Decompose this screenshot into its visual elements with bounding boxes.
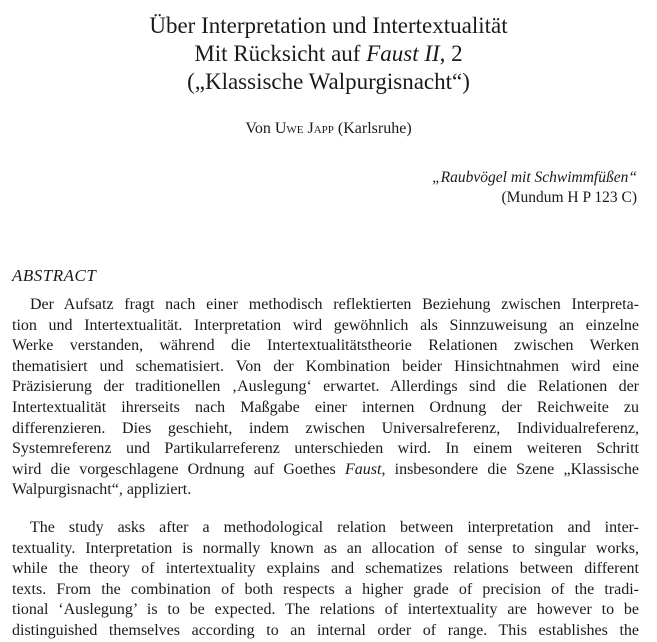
german-line: Walpurgisnacht“, appliziert. xyxy=(12,481,192,499)
english-line: tional ‘Auslegung’ is to be expected. The relations of intertextuality are however to be xyxy=(12,601,639,619)
german-line-pre: wird die vorgeschlagene Ordnung auf Goethes xyxy=(12,460,345,478)
title-line-2-post: , 2 xyxy=(439,41,463,66)
english-line: distinguished themselves according to an internal order of range. This establishes the xyxy=(12,621,639,639)
author-line xyxy=(0,120,657,138)
german-line: tion und Intertextualität. Interpretation wird gewöhnlich als Sinnzuweisung an einzelne xyxy=(12,316,639,334)
author-name: Uwe Japp xyxy=(274,120,334,137)
german-line-post: , insbesondere die Szene „Klassische xyxy=(381,460,640,478)
english-line: while the theory of intertextuality explains and schematizes relations between different xyxy=(12,560,639,578)
english-line: texts. From the combination of both respects a higher grade of precision of the tradi- xyxy=(12,580,639,598)
german-line xyxy=(12,460,639,481)
epigraph-source: (Mundum H P 123 C) xyxy=(501,189,637,206)
english-line: textuality. Interpretation is normally known as an allocation of sense to singular works, xyxy=(12,539,639,557)
title-line-3: („Klassische Walpurgisnacht“) xyxy=(187,69,470,94)
german-line: Präzisierung der traditionellen ‚Auslegung‘ erwartet. Allerdings sind die Relationen der xyxy=(12,378,639,396)
german-line: Der Aufsatz fragt nach einer methodisch reflektierten Beziehung zwischen Interpreta- xyxy=(30,296,639,313)
title-line-1: Über Interpretation und Intertextualität xyxy=(149,13,508,38)
german-line: differenzieren. Dies geschieht, indem zwischen Universalreferenz, Individualreferenz, xyxy=(12,419,639,437)
title-line-2-italic: Faust II xyxy=(366,41,440,66)
german-line: Intertextualität ihrerseits nach Maßgabe einer internen Ordnung der Reichweite zu xyxy=(12,398,639,416)
epigraph-quote: „Raubvögel mit Schwimmfüßen“ xyxy=(432,169,637,186)
english-line: The study asks after a methodological relation between interpretation and inter- xyxy=(30,519,639,536)
title-line-2-pre: Mit Rücksicht auf xyxy=(194,41,367,66)
german-line-italic: Faust xyxy=(344,460,382,478)
epigraph xyxy=(432,168,637,208)
abstract-heading: ABSTRACT xyxy=(12,266,97,285)
abstract-german-paragraph xyxy=(12,295,639,501)
author-prefix: Von xyxy=(245,120,275,137)
german-line: Systemreferenz und Partikularreferenz unterschieden wird. In einem weiteren Schritt xyxy=(12,440,639,458)
author-affiliation: (Karlsruhe) xyxy=(333,120,412,137)
title-line-2 xyxy=(0,40,657,68)
abstract-english-paragraph xyxy=(12,518,639,642)
article-title xyxy=(0,12,657,96)
german-line: Werke verstanden, während die Intertextualitätstheorie Relationen zwischen Werken xyxy=(12,337,639,355)
german-line: thematisiert und schematisiert. Von der Kombination beider Hinsichtnahmen wird eine xyxy=(12,357,639,375)
